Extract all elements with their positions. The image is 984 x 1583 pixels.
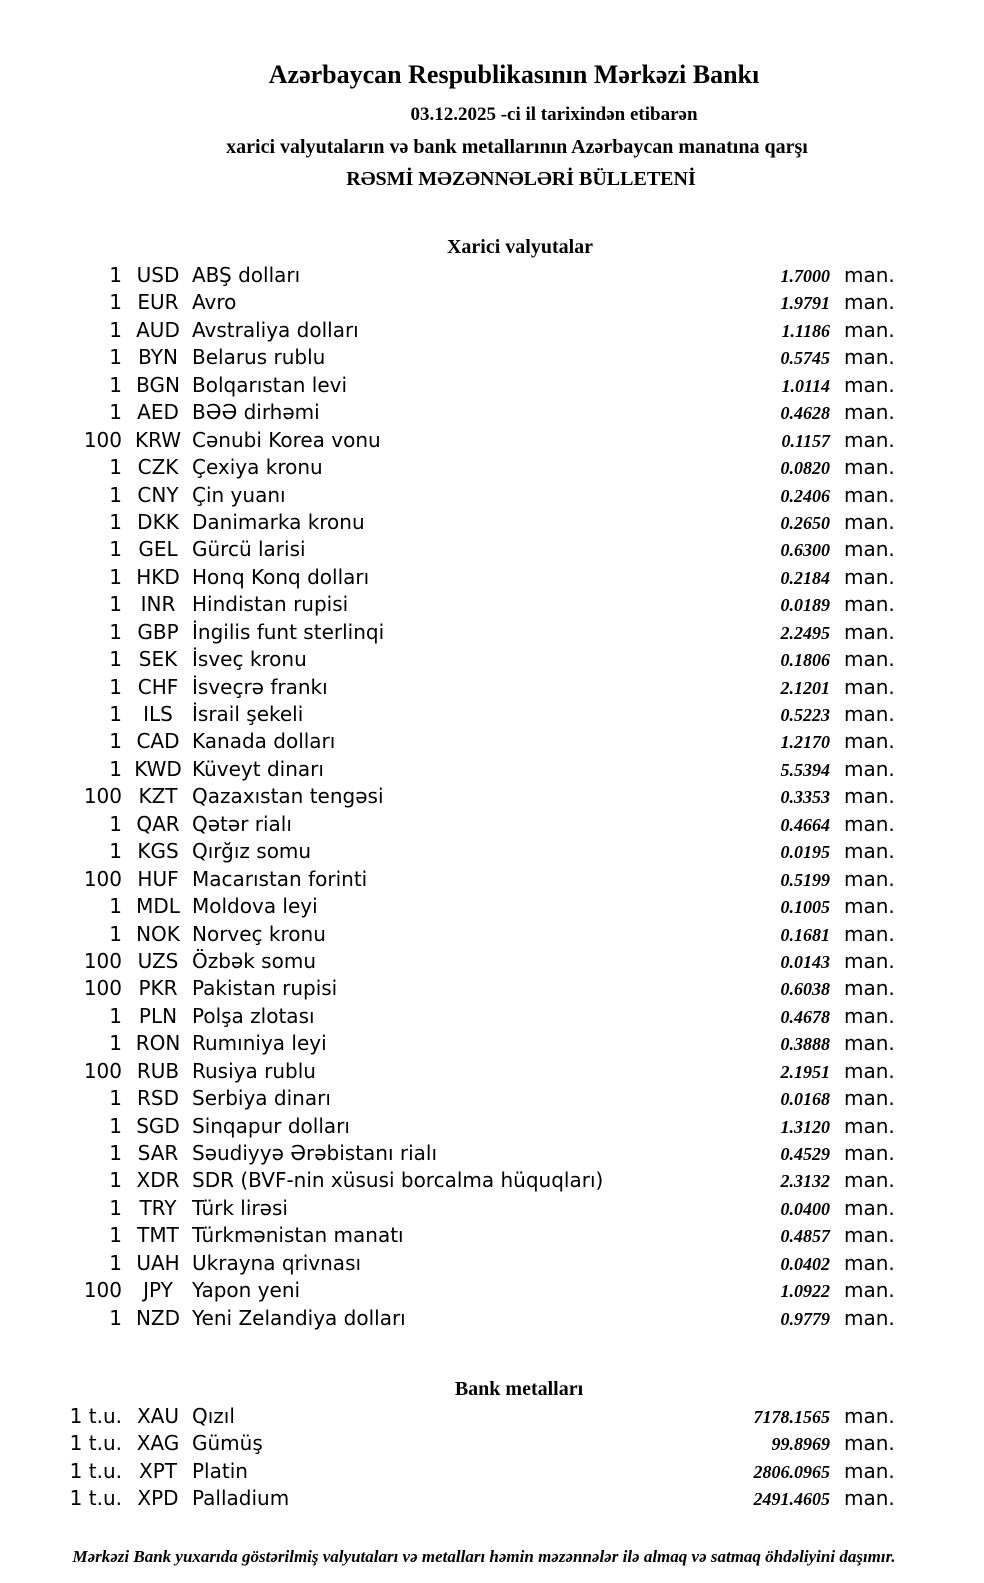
quantity-cell: 1 <box>109 290 122 315</box>
unit-cell: man. <box>844 1404 895 1428</box>
rate-cell: 0.1681 <box>780 924 830 945</box>
unit-cell: man. <box>844 1458 895 1483</box>
rate-cell: 0.9779 <box>780 1308 830 1329</box>
currency-name-cell: Sinqapur dolları <box>192 1113 350 1138</box>
unit-cell: man. <box>844 976 895 1001</box>
table-row <box>0 1195 984 1222</box>
table-row <box>0 756 984 783</box>
quantity-cell: 1 <box>109 674 122 699</box>
unit-cell: man. <box>844 948 895 973</box>
rate-cell: 2.3132 <box>780 1171 830 1192</box>
quantity-cell: 1 <box>109 894 122 919</box>
unit-cell: man. <box>844 1003 895 1028</box>
table-row <box>0 975 984 1002</box>
currency-code-cell: XPT <box>139 1458 177 1483</box>
unit-cell: man. <box>844 647 895 672</box>
rate-cell: 2.1951 <box>780 1061 830 1082</box>
quantity-cell: 1 <box>109 647 122 672</box>
currency-code-cell: CAD <box>136 729 180 754</box>
currency-code-cell: USD <box>136 263 180 287</box>
unit-cell: man. <box>844 400 895 425</box>
unit-cell: man. <box>844 784 895 809</box>
table-row <box>0 262 984 289</box>
rate-cell: 1.7000 <box>780 266 830 286</box>
currency-code-cell: RUB <box>136 1058 180 1083</box>
currency-code-cell: ILS <box>143 702 173 726</box>
currency-code-cell: INR <box>140 592 176 617</box>
unit-cell: man. <box>844 1195 895 1220</box>
currency-name-cell: Türkmənistan manatı <box>192 1223 404 1248</box>
unit-cell: man. <box>844 1141 895 1165</box>
quantity-cell: 100 <box>83 948 122 973</box>
currency-name-cell: Moldova leyi <box>192 894 318 919</box>
rate-cell: 2806.0965 <box>753 1461 830 1482</box>
currency-code-cell: EUR <box>137 290 179 315</box>
currency-code-cell: XPD <box>137 1486 179 1511</box>
unit-cell: man. <box>844 839 895 864</box>
table-row <box>0 646 984 673</box>
unit-cell: man. <box>844 1431 895 1456</box>
currency-code-cell: HUF <box>137 866 179 891</box>
currency-name-cell: İsveç kronu <box>192 647 307 672</box>
currency-code-cell: TRY <box>139 1195 177 1220</box>
table-row <box>0 344 984 371</box>
unit-cell: man. <box>844 317 895 342</box>
unit-cell: man. <box>844 455 895 480</box>
table-row <box>0 1430 984 1457</box>
currency-name-cell: Macarıstan forinti <box>192 866 368 891</box>
currency-code-cell: GEL <box>138 537 178 562</box>
table-row <box>0 1458 984 1485</box>
rate-cell: 0.0400 <box>780 1198 830 1219</box>
rate-cell: 0.0820 <box>780 458 830 479</box>
unit-cell: man. <box>844 1086 895 1111</box>
unit-cell: man. <box>844 921 895 946</box>
currency-name-cell: Gürcü larisi <box>192 537 306 562</box>
unit-cell: man. <box>844 1486 895 1511</box>
currency-code-cell: XDR <box>136 1168 180 1193</box>
unit-cell: man. <box>844 1223 895 1248</box>
table-row <box>0 289 984 316</box>
table-row <box>0 509 984 536</box>
rate-cell: 0.6300 <box>780 540 830 561</box>
currency-name-cell: Qırğız somu <box>192 839 312 864</box>
quantity-cell: 1 <box>109 592 122 617</box>
currency-code-cell: KWD <box>134 756 182 781</box>
table-row <box>0 317 984 344</box>
table-row <box>0 1167 984 1194</box>
quantity-cell: 1 <box>109 619 122 644</box>
currency-name-cell: Avro <box>192 290 237 315</box>
rate-cell: 0.4678 <box>780 1006 830 1027</box>
currency-name-cell: Qazaxıstan tengəsi <box>192 784 384 809</box>
rate-cell: 1.0114 <box>781 375 830 396</box>
quantity-cell: 1 <box>109 921 122 946</box>
unit-cell: man. <box>844 1250 895 1275</box>
currency-name-cell: Palladium <box>192 1486 290 1511</box>
rate-cell: 0.0402 <box>780 1253 830 1274</box>
currency-name-cell: Platin <box>192 1458 248 1483</box>
quantity-cell: 1 t.u. <box>69 1431 122 1456</box>
currency-code-cell: AED <box>137 400 179 425</box>
currency-name-cell: BƏƏ dirhəmi <box>192 400 320 425</box>
currency-name-cell: Gümüş <box>192 1431 263 1456</box>
table-row <box>0 1485 984 1512</box>
unit-cell: man. <box>844 427 895 452</box>
unit-cell: man. <box>844 290 895 315</box>
unit-cell: man. <box>844 564 895 589</box>
rate-cell: 99.8969 <box>771 1434 830 1455</box>
quantity-cell: 1 t.u. <box>69 1404 122 1428</box>
quantity-cell: 1 <box>109 537 122 562</box>
table-row <box>0 536 984 563</box>
currency-name-cell: Qətər rialı <box>192 811 292 836</box>
rate-cell: 1.0922 <box>780 1281 830 1302</box>
quantity-cell: 100 <box>83 1058 122 1083</box>
table-row <box>0 783 984 810</box>
table-row <box>0 1222 984 1249</box>
quantity-cell: 100 <box>83 1278 122 1303</box>
quantity-cell: 1 <box>109 1086 122 1111</box>
currency-name-cell: Türk lirəsi <box>192 1195 288 1220</box>
rate-cell: 0.1005 <box>780 897 830 918</box>
currency-code-cell: KZT <box>138 784 178 809</box>
currency-code-cell: BGN <box>136 372 180 397</box>
quantity-cell: 1 <box>109 263 122 287</box>
unit-cell: man. <box>844 345 895 370</box>
currency-name-cell: ABŞ dolları <box>192 263 301 287</box>
unit-cell: man. <box>844 592 895 617</box>
currency-name-cell: Özbək somu <box>192 948 316 973</box>
table-row <box>0 1250 984 1277</box>
table-row <box>0 1140 984 1167</box>
currency-name-cell: Honq Konq dolları <box>192 564 370 589</box>
currency-name-cell: Belarus rublu <box>192 345 326 370</box>
unit-cell: man. <box>844 811 895 836</box>
quantity-cell: 1 <box>109 1250 122 1275</box>
currency-name-cell: Çexiya kronu <box>192 455 323 480</box>
currency-code-cell: TMT <box>137 1223 179 1248</box>
quantity-cell: 1 t.u. <box>69 1458 122 1483</box>
unit-cell: man. <box>844 263 895 287</box>
rate-cell: 0.4529 <box>780 1144 830 1164</box>
rate-cell: 0.0143 <box>780 951 830 972</box>
quantity-cell: 1 <box>109 1113 122 1138</box>
table-row <box>0 427 984 454</box>
currency-code-cell: SEK <box>138 647 178 672</box>
currency-name-cell: Çin yuanı <box>192 482 286 507</box>
rate-cell: 1.1186 <box>781 320 830 341</box>
table-row <box>0 454 984 481</box>
unit-cell: man. <box>844 702 895 726</box>
table-row <box>0 619 984 646</box>
unit-cell: man. <box>844 1168 895 1193</box>
currency-code-cell: DKK <box>137 509 179 534</box>
unit-cell: man. <box>844 372 895 397</box>
currency-name-cell: Norveç kronu <box>192 921 326 946</box>
currency-code-cell: PLN <box>138 1003 178 1028</box>
quantity-cell: 1 <box>109 1195 122 1220</box>
table-row <box>0 1003 984 1030</box>
quantity-cell: 1 <box>109 482 122 507</box>
rate-cell: 0.1157 <box>781 430 830 451</box>
unit-cell: man. <box>844 866 895 891</box>
quantity-cell: 1 <box>109 564 122 589</box>
rate-cell: 2.2495 <box>780 622 830 643</box>
currency-name-cell: İsveçrə frankı <box>192 674 328 699</box>
table-row <box>0 1058 984 1085</box>
currency-code-cell: PKR <box>138 976 178 1001</box>
currency-code-cell: RSD <box>137 1086 179 1111</box>
table-row <box>0 372 984 399</box>
currency-code-cell: QAR <box>136 811 180 836</box>
currency-code-cell: JPY <box>143 1278 173 1303</box>
quantity-cell: 1 <box>109 1305 122 1330</box>
unit-cell: man. <box>844 509 895 534</box>
unit-cell: man. <box>844 619 895 644</box>
table-row <box>0 1085 984 1112</box>
rate-cell: 7178.1565 <box>753 1407 830 1427</box>
table-row <box>0 674 984 701</box>
page-title: Azərbaycan Respublikasının Mərkəzi Bankı <box>268 60 760 89</box>
quantity-cell: 1 t.u. <box>69 1486 122 1511</box>
table-row <box>0 1403 984 1430</box>
unit-cell: man. <box>844 1305 895 1330</box>
rate-cell: 0.5745 <box>780 348 830 369</box>
table-row <box>0 1113 984 1140</box>
subject-line: xarici valyutaların və bank metallarının Azərbaycan manatına qarşı <box>226 136 808 158</box>
rate-cell: 0.6038 <box>780 979 830 1000</box>
currency-name-cell: Rusiya rublu <box>192 1058 316 1083</box>
currency-code-cell: SGD <box>136 1113 180 1138</box>
bulletin-title-line: RƏSMİ MƏZƏNNƏLƏRİ BÜLLETENİ <box>346 168 696 190</box>
metals-table <box>0 1403 984 1513</box>
currency-code-cell: SAR <box>137 1141 179 1165</box>
quantity-cell: 100 <box>83 976 122 1001</box>
rate-cell: 0.3888 <box>780 1034 830 1055</box>
currency-code-cell: XAG <box>136 1431 180 1456</box>
rate-cell: 0.3353 <box>780 787 830 808</box>
rate-cell: 0.4628 <box>780 403 830 424</box>
currency-name-cell: Yeni Zelandiya dolları <box>192 1305 406 1330</box>
currencies-section-heading: Xarici valyutalar <box>446 236 594 258</box>
currency-code-cell: CZK <box>137 455 179 480</box>
rate-cell: 1.2170 <box>780 732 830 753</box>
currency-code-cell: AUD <box>136 317 180 342</box>
disclaimer-text: Mərkəzi Bank yuxarıda göstərilmiş valyutaları və metalları həmin məzənnələr ilə almaq və satmaq öhdəliyini daşımır. <box>72 1547 896 1566</box>
table-row <box>0 399 984 426</box>
currency-name-cell: Kanada dolları <box>192 729 336 754</box>
currency-name-cell: Cənubi Korea vonu <box>192 427 381 452</box>
rate-cell: 0.1806 <box>780 650 830 671</box>
rate-cell: 0.2184 <box>780 567 830 588</box>
rate-cell: 0.0168 <box>780 1089 830 1110</box>
currency-name-cell: Qızıl <box>192 1404 235 1428</box>
currency-code-cell: KRW <box>135 427 181 452</box>
unit-cell: man. <box>844 1058 895 1083</box>
rate-cell: 0.4664 <box>780 814 830 835</box>
unit-cell: man. <box>844 537 895 562</box>
currency-code-cell: RON <box>135 1031 181 1056</box>
rate-cell: 1.3120 <box>780 1116 830 1137</box>
quantity-cell: 1 <box>109 345 122 370</box>
rate-cell: 0.0189 <box>780 595 830 616</box>
currency-code-cell: CHF <box>137 674 179 699</box>
currency-name-cell: İngilis funt sterlinqi <box>192 619 385 644</box>
currency-code-cell: BYN <box>138 345 178 370</box>
table-row <box>0 866 984 893</box>
unit-cell: man. <box>844 729 895 754</box>
quantity-cell: 1 <box>109 1031 122 1056</box>
currency-name-cell: Küveyt dinarı <box>192 756 324 781</box>
quantity-cell: 100 <box>83 784 122 809</box>
currency-code-cell: NZD <box>135 1305 181 1330</box>
effective-date-line: 03.12.2025 -ci il tarixindən etibarən <box>410 104 698 125</box>
unit-cell: man. <box>844 894 895 919</box>
quantity-cell: 1 <box>109 702 122 726</box>
metals-section-heading: Bank metalları <box>454 1378 584 1400</box>
quantity-cell: 1 <box>109 729 122 754</box>
table-row <box>0 482 984 509</box>
currency-code-cell: CNY <box>137 482 179 507</box>
quantity-cell: 1 <box>109 1003 122 1028</box>
table-row <box>0 838 984 865</box>
rate-cell: 2491.4605 <box>753 1489 830 1510</box>
rate-cell: 0.5199 <box>780 869 830 890</box>
table-row <box>0 701 984 728</box>
unit-cell: man. <box>844 756 895 781</box>
currency-code-cell: GBP <box>137 619 179 644</box>
currency-name-cell: Rumıniya leyi <box>192 1031 327 1056</box>
unit-cell: man. <box>844 1278 895 1303</box>
quantity-cell: 100 <box>83 427 122 452</box>
currency-code-cell: MDL <box>136 894 180 919</box>
unit-cell: man. <box>844 482 895 507</box>
rate-cell: 0.0195 <box>780 842 830 863</box>
table-row <box>0 811 984 838</box>
table-row <box>0 728 984 755</box>
unit-cell: man. <box>844 1113 895 1138</box>
quantity-cell: 1 <box>109 372 122 397</box>
currency-name-cell: Serbiya dinarı <box>192 1086 331 1111</box>
currency-name-cell: Danimarka kronu <box>192 509 365 534</box>
currency-name-cell: Ukrayna qrivnası <box>192 1250 362 1275</box>
quantity-cell: 1 <box>109 1168 122 1193</box>
table-row <box>0 1305 984 1332</box>
table-row <box>0 921 984 948</box>
unit-cell: man. <box>844 674 895 699</box>
currency-name-cell: Yapon yeni <box>192 1278 301 1303</box>
table-row <box>0 564 984 591</box>
quantity-cell: 1 <box>109 811 122 836</box>
currency-name-cell: Bolqarıstan levi <box>192 372 348 397</box>
unit-cell: man. <box>844 1031 895 1056</box>
table-row <box>0 1277 984 1304</box>
currency-name-cell: Avstraliya dolları <box>192 317 359 342</box>
currency-name-cell: Hindistan rupisi <box>192 592 349 617</box>
table-row <box>0 1030 984 1057</box>
quantity-cell: 1 <box>109 839 122 864</box>
rate-cell: 0.4857 <box>780 1226 830 1247</box>
rate-cell: 0.2406 <box>780 485 830 506</box>
currency-name-cell: Səudiyyə Ərəbistanı rialı <box>192 1141 438 1165</box>
quantity-cell: 1 <box>109 756 122 781</box>
currency-name-cell: Polşa zlotası <box>192 1003 315 1028</box>
currency-code-cell: HKD <box>136 564 180 589</box>
currency-code-cell: NOK <box>136 921 180 946</box>
quantity-cell: 100 <box>83 866 122 891</box>
table-row <box>0 893 984 920</box>
table-row <box>0 591 984 618</box>
currency-code-cell: UZS <box>137 948 179 973</box>
table-row <box>0 948 984 975</box>
currency-name-cell: Pakistan rupisi <box>192 976 338 1001</box>
currency-name-cell: İsrail şekeli <box>192 702 304 726</box>
currency-name-cell: SDR (BVF-nin xüsusi borcalma hüquqları) <box>192 1168 604 1193</box>
currency-code-cell: XAU <box>136 1404 180 1428</box>
quantity-cell: 1 <box>109 509 122 534</box>
currency-table <box>0 262 984 1332</box>
quantity-cell: 1 <box>109 317 122 342</box>
rate-cell: 5.5394 <box>780 759 830 780</box>
rate-cell: 0.5223 <box>780 705 830 725</box>
currency-code-cell: KGS <box>137 839 179 864</box>
quantity-cell: 1 <box>109 1223 122 1248</box>
quantity-cell: 1 <box>109 455 122 480</box>
quantity-cell: 1 <box>109 400 122 425</box>
quantity-cell: 1 <box>109 1141 122 1165</box>
rate-cell: 0.2650 <box>780 512 830 533</box>
rate-cell: 2.1201 <box>780 677 830 698</box>
currency-code-cell: UAH <box>136 1250 180 1275</box>
rate-cell: 1.9791 <box>780 293 830 314</box>
